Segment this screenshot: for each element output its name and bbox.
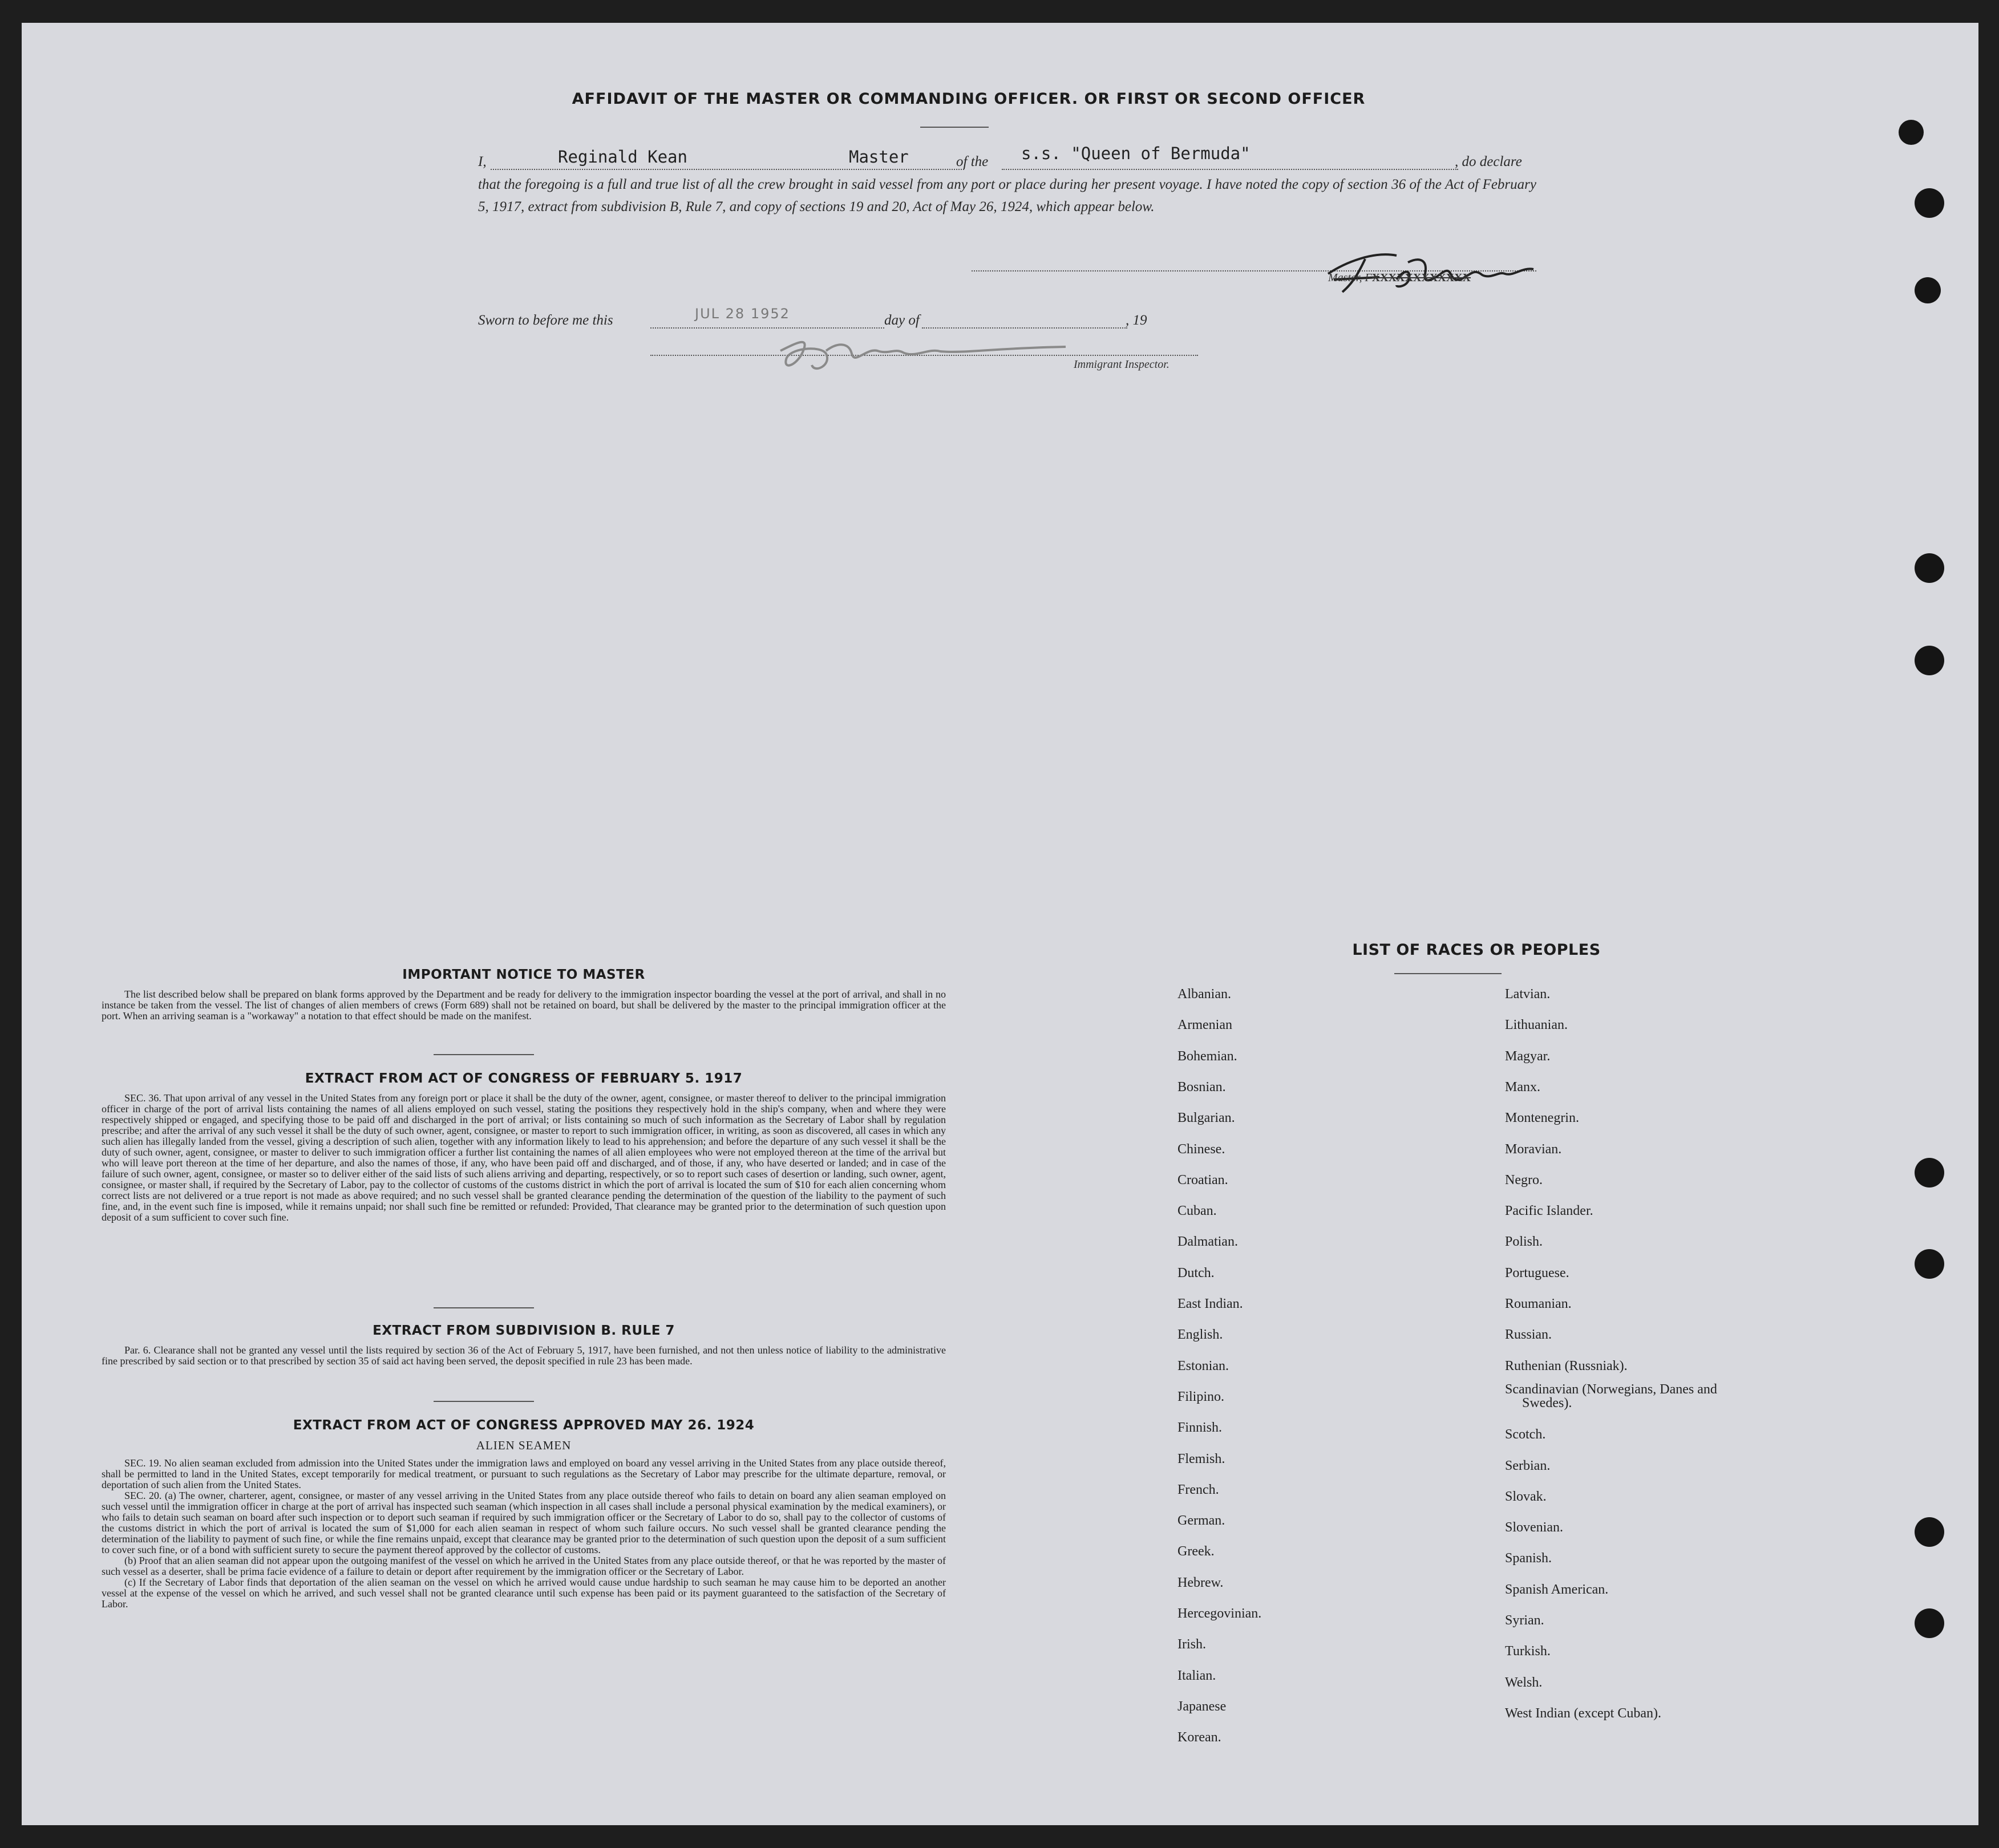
race-item: Irish. — [1177, 1637, 1206, 1652]
race-item: Flemish. — [1177, 1451, 1225, 1466]
day-of-label: day of — [884, 313, 920, 328]
sec-20b: (b) Proof that an alien seaman did not appear upon the outgoing manifest of the vessel on which he arrived in the United States from any place outside thereof, or that he was reported by the master of such vessel as a deserter, shall be prima facie evidence of a failure to detain or deport after requirement by the immigration officer or the Secretary of Labor. — [102, 1555, 946, 1577]
affidavit-body: that the foregoing is a full and true list of all the crew brought in said vessel from any port or place during her present voyage. I have noted the copy of section 36 of the Act of February 5, 1917, extract from subdivision B, Rule 7, and copy of sections 19 and 20, Act of May 26, 1924, which appear below. — [478, 177, 1536, 214]
race-item: Lithuanian. — [1505, 1018, 1568, 1033]
race-item: Finnish. — [1177, 1420, 1223, 1436]
race-item: Moravian. — [1505, 1141, 1562, 1157]
race-item: Ruthenian (Russniak). — [1505, 1358, 1628, 1373]
alien-seamen-subtitle: ALIEN SEAMEN — [476, 1438, 572, 1452]
master-signature — [1311, 240, 1573, 302]
year-label: , 19 — [1126, 313, 1147, 328]
document-page — [22, 23, 1978, 1825]
race-item: Dalmatian. — [1177, 1234, 1238, 1250]
sec-19: SEC. 19. No alien seaman excluded from admission into the United States under the immigration laws and employed on board any vessel arriving in the United States from any place outside thereof, shall be permitted to land in the United States, except temporarily for medical treatment, or pursuant to such regulations as the Secretary of Labor may prescribe for the ultimate departure, removal, or deportation of such alien from the United States. — [102, 1457, 946, 1490]
race-item: Scandinavian (Norwegians, Danes and Swedes). — [1505, 1381, 1717, 1411]
race-item: Roumanian. — [1505, 1296, 1572, 1311]
inspector-signature — [758, 319, 1077, 382]
race-item: French. — [1177, 1482, 1219, 1497]
divider — [920, 127, 989, 128]
races-title: LIST OF RACES OR PEOPLES — [1352, 941, 1601, 959]
inspector-label: Immigrant Inspector. — [1074, 358, 1170, 371]
sworn-label: Sworn to before me this — [478, 313, 613, 328]
signature-caption — [1328, 271, 1471, 285]
race-item: Slovak. — [1505, 1489, 1547, 1504]
of-the-label: of the — [956, 154, 989, 169]
punch-hole — [1915, 188, 1944, 218]
extract-1924-body — [102, 1458, 946, 1610]
race-item: Serbian. — [1505, 1458, 1551, 1473]
race-item: Magyar. — [1505, 1048, 1551, 1064]
do-declare-label: , do declare — [1455, 154, 1522, 169]
race-item: English. — [1177, 1327, 1223, 1343]
race-item: German. — [1177, 1513, 1225, 1529]
race-item: Manx. — [1505, 1079, 1540, 1095]
subdivision-b-title: EXTRACT FROM SUBDIVISION B. RULE 7 — [373, 1323, 675, 1338]
race-item: Korean. — [1177, 1730, 1221, 1745]
vessel-name: s.s. "Queen of Bermuda" — [1021, 144, 1251, 163]
divider — [1394, 973, 1502, 974]
divider — [434, 1401, 534, 1402]
race-item: Russian. — [1505, 1327, 1552, 1343]
race-item: Welsh. — [1505, 1675, 1543, 1690]
extract-1924-title: EXTRACT FROM ACT OF CONGRESS APPROVED MAY 26. 1924 — [293, 1418, 755, 1433]
race-item: Syrian. — [1505, 1613, 1544, 1628]
race-item: Bohemian. — [1177, 1048, 1237, 1064]
race-item: East Indian. — [1177, 1296, 1243, 1311]
master-position: Master — [849, 147, 909, 167]
race-item: Croatian. — [1177, 1172, 1228, 1188]
race-item: Cuban. — [1177, 1203, 1217, 1219]
punch-hole — [1915, 646, 1944, 675]
divider — [434, 1054, 534, 1055]
race-item: Pacific Islander. — [1505, 1203, 1593, 1219]
race-item: Albanian. — [1177, 987, 1231, 1002]
affidavit-i-label: I, — [478, 154, 487, 169]
master-name: Reginald Kean — [558, 147, 687, 167]
punch-hole — [1915, 1608, 1944, 1638]
race-item: Chinese. — [1177, 1141, 1225, 1157]
sworn-date-stamp: JUL 28 1952 — [695, 306, 790, 322]
race-item: Turkish. — [1505, 1644, 1551, 1659]
punch-hole — [1899, 120, 1924, 145]
affidavit-title: AFFIDAVIT OF THE MASTER OR COMMANDING OFFICER. OR FIRST OR SECOND OFFICER — [572, 90, 1366, 108]
race-item: Bulgarian. — [1177, 1111, 1235, 1126]
extract-1917-title: EXTRACT FROM ACT OF CONGRESS OF FEBRUARY 5. 1917 — [305, 1071, 743, 1086]
vessel-line — [1002, 169, 1458, 170]
race-item: Hebrew. — [1177, 1575, 1224, 1590]
race-item: Latvian. — [1505, 987, 1551, 1002]
name-line — [491, 169, 964, 170]
notice-body: The list described below shall be prepared on blank forms approved by the Department and be ready for delivery to the immigration inspector boarding the vessel at the port of arrival, and shall in no instance be taken from the vessel. The list of changes of alien members of crews (Form 689) shall not be retained on board, but shall be delivered by the master to the principal immigration officer at the port. When an arriving seaman is a "workaway" a notation to that effect should be made on the manifest. — [102, 988, 946, 1022]
sec-20a: SEC. 20. (a) The owner, charterer, agent, consignee, or master of any vessel arriving in the United States from any place outside thereof who fails to detain on board any alien seaman employed on such vessel until the immigration officer in charge at the port of arrival has inspected such seaman (which inspection in all cases shall include a personal physical examination by the medical examiners), or who fails to detain such seaman on board after such inspection or to deport such seaman if required by such immigration officer or the Secretary of Labor to do so, shall pay to the collector of customs of the customs district in which the port of arrival is located the sum of $1,000 for each alien seaman in respect of whom such failure occurs. No such vessel shall be granted clearance pending the determination of the liability to payment of such fine, or while the fine remains unpaid, except that clearance may be granted prior to the determination of such question upon the deposit of a sum sufficient to cover such fine, or of a bond with sufficient surety to secure the payment thereof approved by the collector of customs. — [102, 1490, 946, 1555]
race-item: Hercegovinian. — [1177, 1606, 1262, 1621]
punch-hole — [1915, 553, 1944, 583]
race-item: Slovenian. — [1505, 1520, 1563, 1535]
subdivision-b-body: Par. 6. Clearance shall not be granted any vessel until the lists required by section 36 of the Act of February 5, 1917, have been furnished, and not then unless notice of liability to the administrative fine prescribed by said section or to that prescribed by section 35 of said act having been served, the deposit specified in rule 23 has been made. — [102, 1344, 946, 1367]
race-item: West Indian (except Cuban). — [1505, 1705, 1661, 1721]
race-item: Polish. — [1505, 1234, 1543, 1250]
punch-hole — [1915, 1158, 1944, 1188]
race-item: Negro. — [1505, 1172, 1543, 1188]
extract-1917-body: SEC. 36. That upon arrival of any vessel in the United States from any foreign port or place it shall be the duty of the owner, agent, consignee, or master thereof to deliver to the principal immigration officer in charge of the port of arrival lists containing the names of all aliens employed on such vessel, stating the positions they respectively hold in the ship's company, when and where they were respectively shipped or engaged, and specifying those to be paid off and discharged in the port of arrival; or lists containing so much of such information as the Secretary of Labor shall by regulation prescribe; and after the arrival of any such vessel it shall be the duty of such owner, agent, consignee, or master to report to such immigration officer, in writing, as soon as discovered, all cases in which any such alien has illegally landed from the vessel, giving a description of such alien, together with any information likely to lead to his apprehension; and before the departure of any such vessel it shall be the duty of such owner, agent, consignee, or master to deliver to such immigration officer a further list containing the names of all alien employees who were not employed thereon at the time of the arrival but who will leave port thereon at the time of her departure, and also the names of those, if any, who have been paid off and discharged, and of those, if any, who have deserted or landed; and in case of the failure of such owner, agent, consignee, or master so to deliver either of the said lists of such aliens arriving and departing, respectively, or so to report such cases of desertion or landing, such owner, agent, consignee, or master shall, if required by the Secretary of Labor, pay to the collector of customs of the customs district in which the port of arrival is located the sum of $10 for each alien concerning whom correct lists are not delivered or a true report is not made as above required; and no such vessel shall be granted clearance pending the determination of the question of the liability to the payment of such fine, and, in the event such fine is imposed, while it remains unpaid; nor shall such fine be remitted or refunded: Provided, That clearance may be granted prior to the determination of such question upon deposit of a sum sufficient to cover such fine. — [102, 1092, 946, 1223]
race-item: Spanish. — [1505, 1551, 1552, 1566]
race-item: Japanese — [1177, 1699, 1227, 1714]
race-item: Scotch. — [1505, 1427, 1546, 1442]
punch-hole — [1915, 277, 1941, 303]
race-item: Greek. — [1177, 1544, 1215, 1559]
race-item: Portuguese. — [1505, 1265, 1569, 1280]
race-item: Filipino. — [1177, 1389, 1225, 1404]
race-item: Bosnian. — [1177, 1079, 1226, 1095]
race-item: Estonian. — [1177, 1358, 1229, 1373]
signature-struck-title: XXXXXXXXXXXX — [1371, 271, 1471, 284]
notice-title: IMPORTANT NOTICE TO MASTER — [402, 967, 645, 982]
divider — [434, 1307, 534, 1308]
race-item: Italian. — [1177, 1668, 1216, 1683]
punch-hole — [1915, 1249, 1944, 1279]
race-item: Montenegrin. — [1505, 1111, 1579, 1126]
signature-label: Master, F — [1328, 271, 1372, 284]
punch-hole — [1915, 1517, 1944, 1547]
sec-20c: (c) If the Secretary of Labor finds that deportation of the alien seaman on the vessel on which he arrived would cause undue hardship to such seaman he may cause him to be deported an another vessel at the expense of the vessel on which he arrived, and such vessel shall not be granted clearance until such expense has been paid or its payment guaranteed to the satisfaction of the Secretary of Labor. — [102, 1577, 946, 1610]
race-item: Spanish American. — [1505, 1582, 1609, 1597]
race-item: Armenian — [1177, 1018, 1232, 1033]
race-item: Dutch. — [1177, 1265, 1215, 1280]
